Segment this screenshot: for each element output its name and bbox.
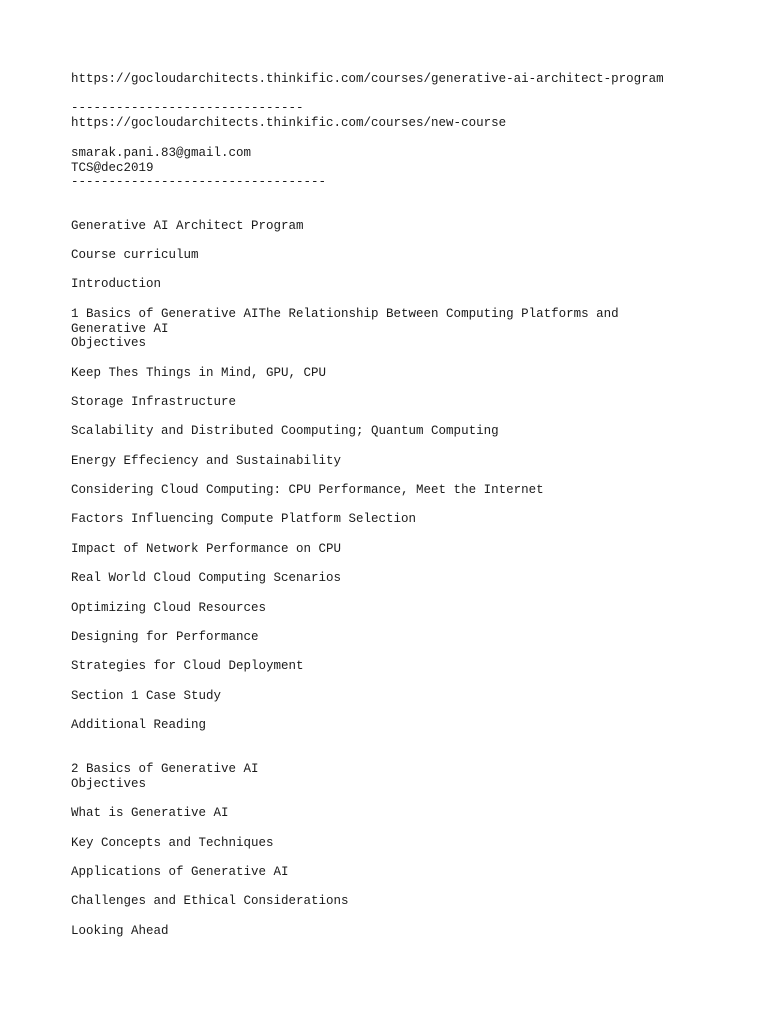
lesson-item: Key Concepts and Techniques: [71, 836, 274, 850]
lesson-item: Section 1 Case Study: [71, 689, 222, 703]
lesson-item: Considering Cloud Computing: CPU Performance, Meet the Internet: [71, 483, 544, 497]
lesson-item: Looking Ahead: [71, 924, 169, 938]
lesson-item: Impact of Network Performance on CPU: [71, 542, 342, 556]
separator-line: -------------------------------: [71, 101, 304, 115]
section-1-heading-continued: Generative AI: [71, 322, 169, 336]
section-1-heading: 1 Basics of Generative AIThe Relationship Between Computing Platforms and: [71, 307, 619, 321]
section-2-objectives: Objectives: [71, 777, 147, 791]
new-course-url: https://gocloudarchitects.thinkific.com/courses/new-course: [71, 116, 507, 130]
program-url: https://gocloudarchitects.thinkific.com/courses/generative-ai-architect-program: [71, 72, 664, 86]
curriculum-label: Course curriculum: [71, 248, 199, 262]
lesson-item: Applications of Generative AI: [71, 865, 289, 879]
course-title: Generative AI Architect Program: [71, 219, 304, 233]
lesson-item: Optimizing Cloud Resources: [71, 601, 267, 615]
lesson-item: Energy Effeciency and Sustainability: [71, 454, 342, 468]
lesson-item: Real World Cloud Computing Scenarios: [71, 571, 342, 585]
email-text: smarak.pani.83@gmail.com: [71, 146, 252, 160]
separator-line: ----------------------------------: [71, 175, 327, 189]
lesson-item: Designing for Performance: [71, 630, 259, 644]
introduction-item: Introduction: [71, 277, 162, 291]
section-1-objectives: Objectives: [71, 336, 147, 350]
credential-text: TCS@dec2019: [71, 161, 154, 175]
lesson-item: Factors Influencing Compute Platform Selection: [71, 512, 417, 526]
lesson-item: Challenges and Ethical Considerations: [71, 894, 349, 908]
lesson-item: What is Generative AI: [71, 806, 229, 820]
lesson-item: Scalability and Distributed Coomputing; Quantum Computing: [71, 424, 499, 438]
lesson-item: Keep Thes Things in Mind, GPU, CPU: [71, 366, 327, 380]
lesson-item: Additional Reading: [71, 718, 207, 732]
lesson-item: Storage Infrastructure: [71, 395, 237, 409]
section-2-heading: 2 Basics of Generative AI: [71, 762, 259, 776]
lesson-item: Strategies for Cloud Deployment: [71, 659, 304, 673]
